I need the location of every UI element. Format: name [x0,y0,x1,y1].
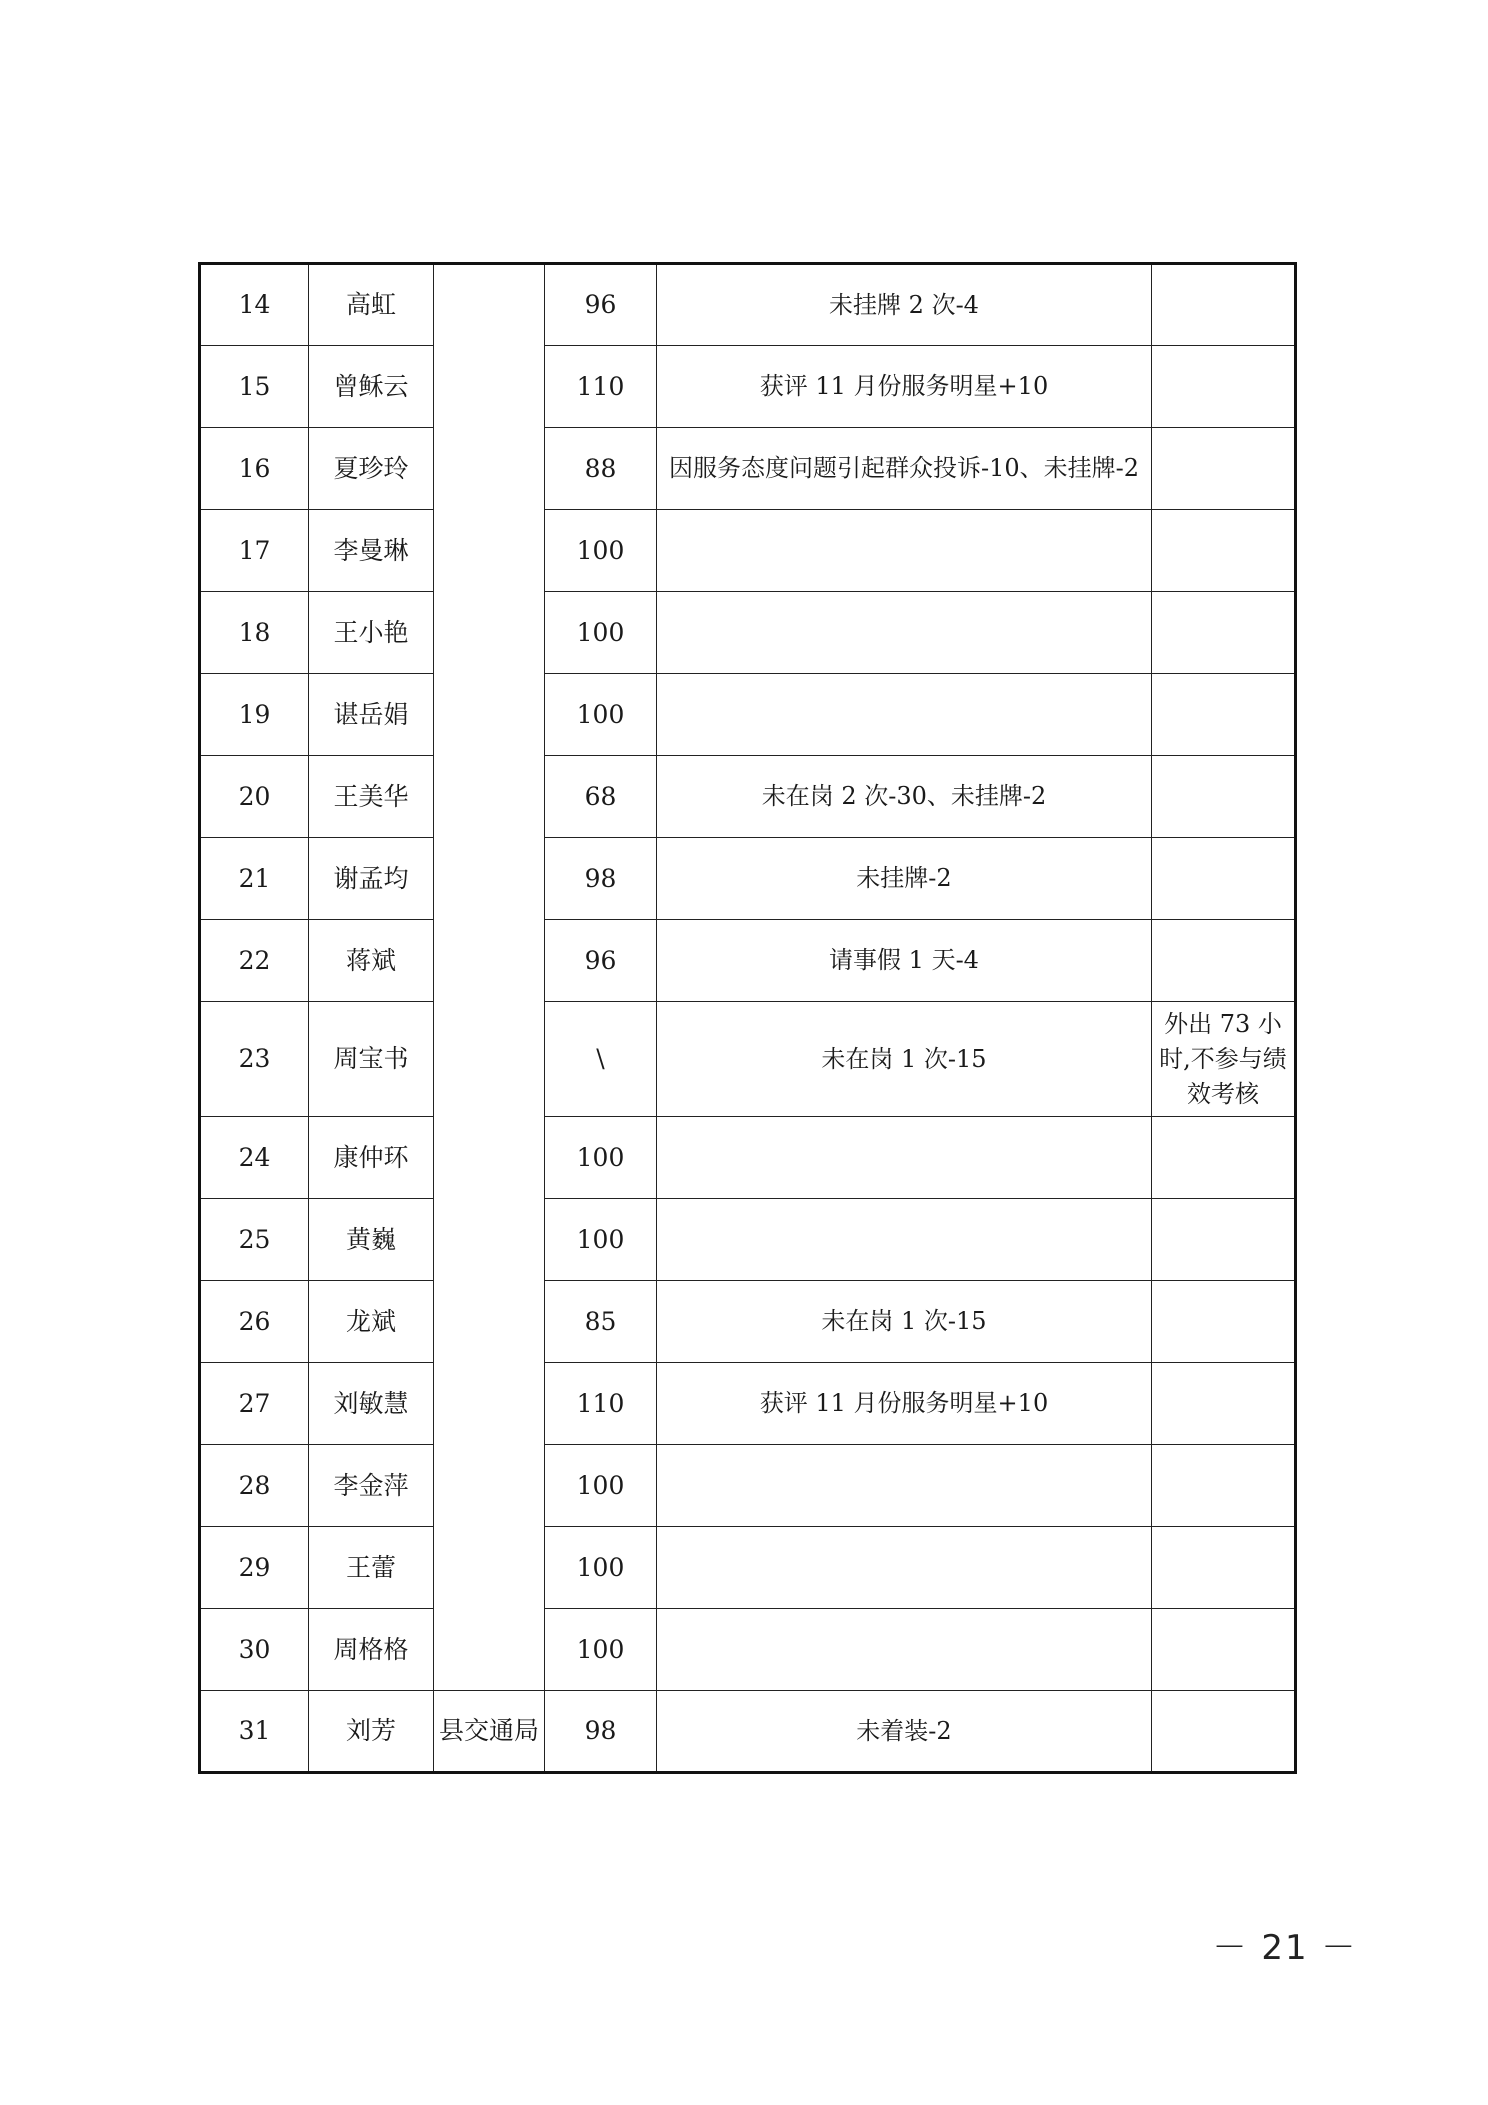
row-number: 17 [200,510,309,592]
note [1152,1199,1296,1281]
person-name: 周宝书 [309,1002,434,1117]
score: 100 [545,1117,657,1199]
row-number: 21 [200,838,309,920]
score: 110 [545,1363,657,1445]
note [1152,1691,1296,1773]
table-row [200,920,1296,1002]
note [1152,1609,1296,1691]
person-name: 刘敏慧 [309,1363,434,1445]
score: 96 [545,920,657,1002]
score: \ [545,1002,657,1117]
score: 100 [545,1445,657,1527]
remark: 未挂牌-2 [657,838,1152,920]
remark: 因服务态度问题引起群众投诉-10、未挂牌-2 [657,428,1152,510]
remark [657,510,1152,592]
note [1152,674,1296,756]
score: 110 [545,346,657,428]
row-number: 15 [200,346,309,428]
row-number: 27 [200,1363,309,1445]
table-row [200,264,1296,346]
score: 96 [545,264,657,346]
remark [657,1445,1152,1527]
unit: 县交通局 [434,1691,545,1773]
remark [657,1527,1152,1609]
person-name: 蒋斌 [309,920,434,1002]
score: 98 [545,1691,657,1773]
person-name: 夏珍玲 [309,428,434,510]
note [1152,510,1296,592]
note [1152,592,1296,674]
page-number: － 21 － [1212,1928,1358,1968]
note [1152,1445,1296,1527]
unit-cell-merged [434,264,545,1691]
table-row [200,1527,1296,1609]
person-name: 周格格 [309,1609,434,1691]
remark: 请事假 1 天-4 [657,920,1152,1002]
person-name: 龙斌 [309,1281,434,1363]
person-name: 李金萍 [309,1445,434,1527]
remark [657,1609,1152,1691]
remark [657,1117,1152,1199]
table-row [200,1363,1296,1445]
row-number: 24 [200,1117,309,1199]
row-number: 30 [200,1609,309,1691]
remark: 获评 11 月份服务明星+10 [657,1363,1152,1445]
person-name: 王美华 [309,756,434,838]
score: 100 [545,510,657,592]
row-number: 28 [200,1445,309,1527]
score: 100 [545,1199,657,1281]
score: 100 [545,1609,657,1691]
table-row [200,1609,1296,1691]
remark [657,1199,1152,1281]
note [1152,1527,1296,1609]
table-row [200,1002,1296,1117]
person-name: 黄巍 [309,1199,434,1281]
row-number: 25 [200,1199,309,1281]
row-number: 14 [200,264,309,346]
score: 88 [545,428,657,510]
remark: 未在岗 2 次-30、未挂牌-2 [657,756,1152,838]
remark: 未在岗 1 次-15 [657,1002,1152,1117]
score: 98 [545,838,657,920]
remark: 获评 11 月份服务明星+10 [657,346,1152,428]
table-row [200,346,1296,428]
note [1152,838,1296,920]
table-row [200,1445,1296,1527]
score: 100 [545,1527,657,1609]
person-name: 曾稣云 [309,346,434,428]
note: 外出 73 小时,不参与绩效考核 [1152,1002,1296,1117]
table-row [200,1117,1296,1199]
score: 68 [545,756,657,838]
row-number: 18 [200,592,309,674]
row-number: 16 [200,428,309,510]
person-name: 谢孟均 [309,838,434,920]
note [1152,1281,1296,1363]
note [1152,428,1296,510]
person-name: 康仲环 [309,1117,434,1199]
person-name: 高虹 [309,264,434,346]
note [1152,1363,1296,1445]
row-number: 29 [200,1527,309,1609]
remark [657,592,1152,674]
row-number: 19 [200,674,309,756]
remark: 未挂牌 2 次-4 [657,264,1152,346]
person-name: 王蕾 [309,1527,434,1609]
table-row [200,1281,1296,1363]
note [1152,920,1296,1002]
row-number: 26 [200,1281,309,1363]
note [1152,264,1296,346]
table-row [200,1691,1296,1773]
score: 100 [545,592,657,674]
remark: 未着装-2 [657,1691,1152,1773]
person-name: 谌岳娟 [309,674,434,756]
note [1152,346,1296,428]
person-name: 刘芳 [309,1691,434,1773]
row-number: 20 [200,756,309,838]
score: 85 [545,1281,657,1363]
table-row [200,674,1296,756]
note [1152,756,1296,838]
note [1152,1117,1296,1199]
score: 100 [545,674,657,756]
row-number: 31 [200,1691,309,1773]
remark [657,674,1152,756]
remark: 未在岗 1 次-15 [657,1281,1152,1363]
person-name: 王小艳 [309,592,434,674]
row-number: 23 [200,1002,309,1117]
table-row [200,428,1296,510]
table-row [200,592,1296,674]
table-row [200,510,1296,592]
row-number: 22 [200,920,309,1002]
table-row [200,756,1296,838]
person-name: 李曼琳 [309,510,434,592]
score-table [198,262,1297,1774]
table-row [200,838,1296,920]
table-row [200,1199,1296,1281]
